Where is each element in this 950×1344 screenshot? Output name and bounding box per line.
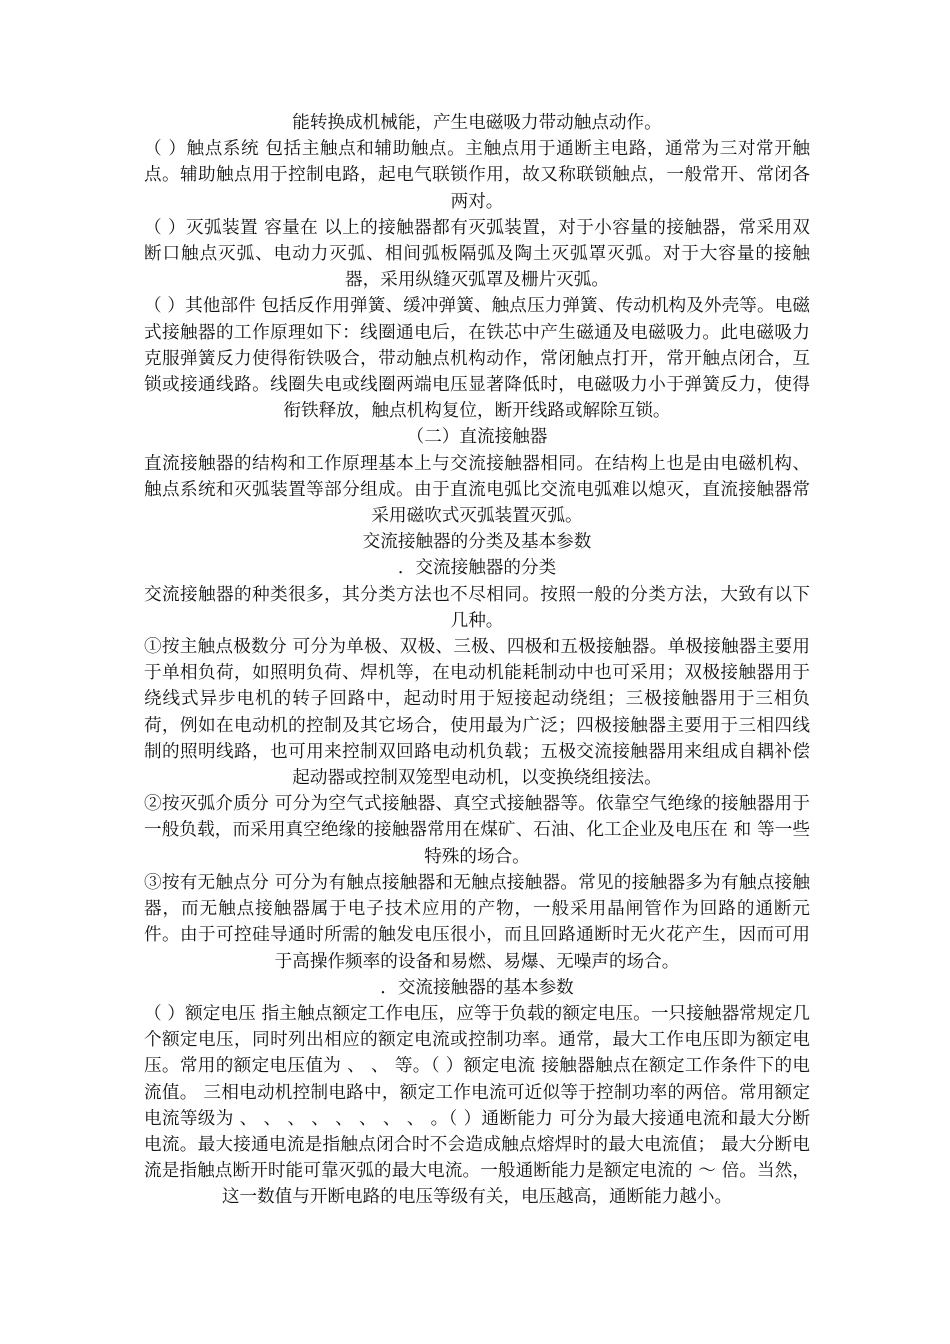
paragraph-by-poles: ①按主触点极数分 可分为单极、双极、三极、四极和五极接触器。单极接触器主要用于单相负荷，如照明负荷、焊机等，在电动机能耗制动中也可采用；双极接触器用于绕线式异步电机的转子回路中，起动时用于短接起动绕组；三极接触器用于三相负荷，例如在电动机的控制及其它场合，使用最为广泛；四极接触器主要用于三相四线制的照明线路，也可用来控制双回路电动机负载；五极交流接触器用来组成自耦补偿起动器或控制双笼型电动机，以变换绕组接法。 — [144, 637, 810, 789]
subheading-basic-params: ．交流接触器的基本参数 — [380, 977, 574, 998]
paragraph-by-contacts: ③按有无触点分 可分为有触点接触器和无触点接触器。常见的接触器多为有触点接触器，而无触点接触器属于电子技术应用的产物，一般采用晶闸管作为回路的通断元件。由于可控硅导通时所需的触发电压很小，而且回路通断时无火花产生，因而可用于高操作频率的设备和易燃、易爆、无噪声的场合。 — [144, 872, 810, 972]
section-heading-dc-contactor: （二）直流接触器 — [406, 427, 548, 448]
paragraph-intro-tail: 能转换成机械能，产生电磁吸力带动触点动作。 — [292, 113, 662, 133]
document-page — [144, 110, 810, 1211]
paragraph-contact-system: （ ）触点系统 包括主触点和辅助触点。主触点用于通断主电路，通常为三对常开触点。辅助触点用于控制电路，起电气联锁作用，故又称联锁触点，一般常开、常闭各两对。 — [144, 139, 810, 212]
paragraph-arc-extinguishing: （ ）灭弧装置 容量在 以上的接触器都有灭弧装置，对于小容量的接触器，常采用双断口触点灭弧、电动力灭弧、相间弧板隔弧及陶土灭弧罩灭弧。对于大容量的接触器，采用纵缝灭弧罩及栅片灭弧。 — [144, 217, 810, 291]
paragraph-classification-intro: 交流接触器的种类很多，其分类方法也不尽相同。按照一般的分类方法，大致有以下几种。 — [144, 584, 810, 631]
paragraph-ratings: （ ）额定电压 指主触点额定工作电压，应等于负载的额定电压。一只接触器常规定几个额定电压，同时列出相应的额定电流或控制功率。通常，最大工作电压即为额定电压。常用的额定电压值为 、 、 等。（ ）额定电流 接触器触点在额定工作条件下的电流值。 三相电动机控制电路中，额定工作电流可近似等于控制功率的两倍。常用额定电流等级为 、 、 、 、 、 、 、 、 。（ ）通断能力 可分为最大接通电流和最大分断电流。最大接通电流是指触点闭合时不会造成触点熔焊时的最大电流值； 最大分断电流是指触点断开时能可靠灭弧的最大电流。一般通断能力是额定电流的 ～ 倍。当然，这一数值与开断电路的电压等级有关，电压越高，通断能力越小。 — [144, 1003, 810, 1208]
subheading-classification: ．交流接触器的分类 — [397, 558, 557, 579]
paragraph-dc-contactor: 直流接触器的结构和工作原理基本上与交流接触器相同。在结构上也是由电磁机构、触点系统和灭弧装置等部分组成。由于直流电弧比交流电弧难以熄灭，直流接触器常采用磁吹式灭弧装置灭弧。 — [144, 453, 810, 527]
paragraph-by-arc-medium: ②按灭弧介质分 可分为空气式接触器、真空式接触器等。依靠空气绝缘的接触器用于一般负载，而采用真空绝缘的接触器常用在煤矿、石油、化工企业及电压在 和 等一些特殊的场合。 — [144, 794, 810, 867]
section-heading-classification-params: 交流接触器的分类及基本参数 — [362, 532, 592, 553]
paragraph-other-parts: （ ）其他部件 包括反作用弹簧、缓冲弹簧、触点压力弹簧、传动机构及外壳等。电磁式接触器的工作原理如下：线圈通电后，在铁芯中产生磁通及电磁吸力。此电磁吸力克服弹簧反力使得衔铁吸合，带动触点机构动作，常闭触点打开，常开触点闭合，互锁或接通线路。线圈失电或线圈两端电压显著降低时，电磁吸力小于弹簧反力，使得衔铁释放，触点机构复位，断开线路或解除互锁。 — [144, 296, 810, 422]
